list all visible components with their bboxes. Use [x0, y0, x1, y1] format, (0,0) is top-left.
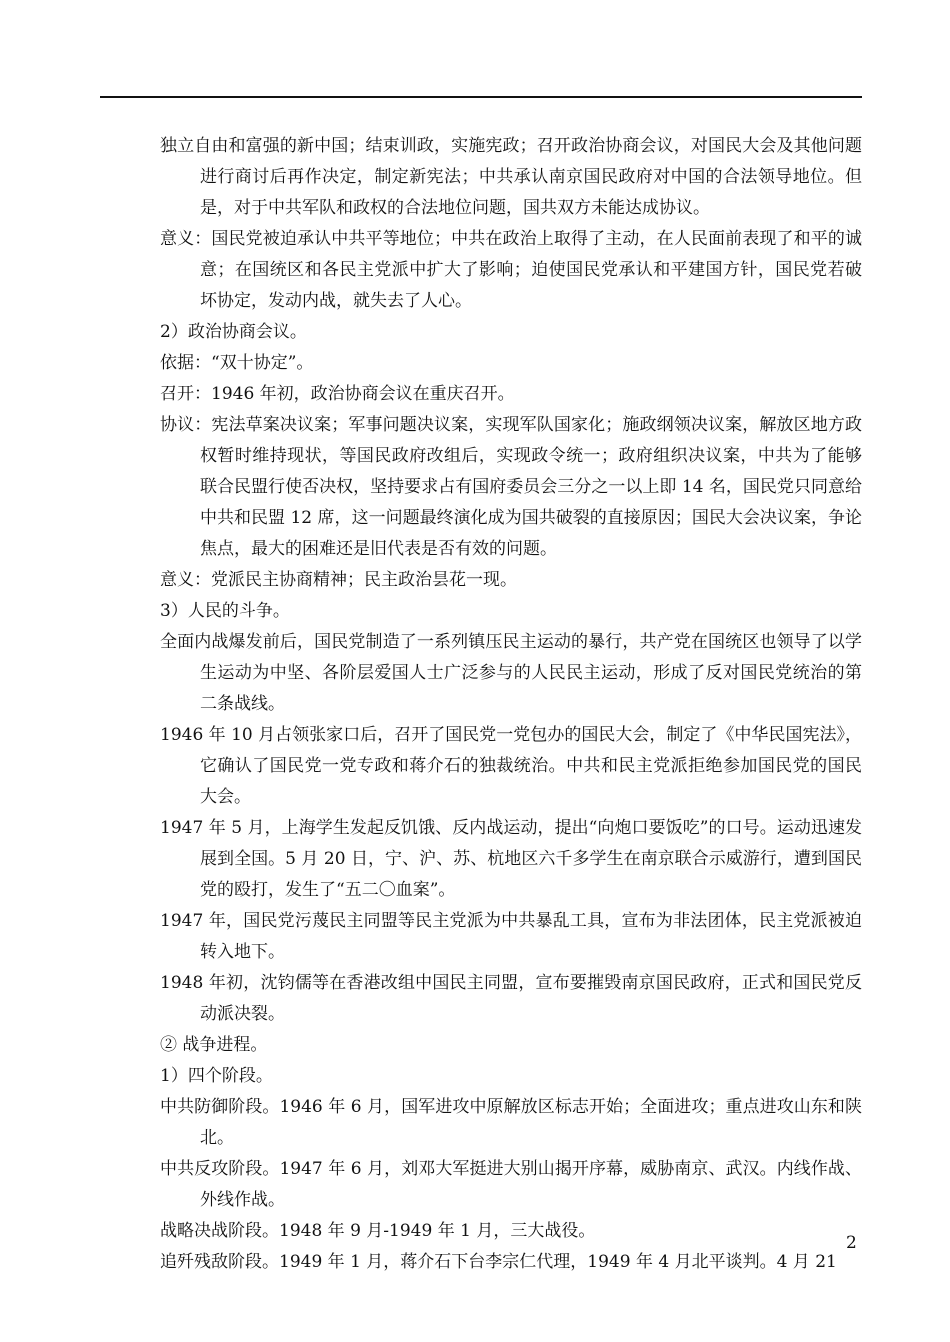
paragraph-2: 意义：国民党被迫承认中共平等地位；中共在政治上取得了主动，在人民面前表现了和平的诚意；在国统区和各民主党派中扩大了影响；迫使国民党承认和平建国方针，国民党若破坏协定，发动内战，就失去了人心。 [160, 229, 862, 311]
paragraph-11: 1947 年 5 月，上海学生发起反饥饿、反内战运动，提出“向炮口要饭吃”的口号。运动迅速发展到全国。5 月 20 日，宁、沪、苏、杭地区六千多学生在南京联合示威游行，遭到国民党的殴打，发生了“五二〇血案”。 [160, 818, 862, 900]
paragraph-6: 协议：宪法草案决议案；军事问题决议案，实现军队国家化；施政纲领决议案，解放区地方政权暂时维持现状，等国民政府改组后，实现政令统一；政府组织决议案，中共为了能够联合民盟行使否决权，坚持要求占有国府委员会三分之一以上即 14 名，国民党只同意给中共和民盟 12 席，这一问题最终演化成为国共破裂的直接原因；国民大会决议案，争论焦点，最大的困难还是旧代表是否有效的问题。 [160, 415, 862, 559]
paragraph-7: 意义：党派民主协商精神；民主政治昙花一现。 [160, 570, 517, 590]
paragraph-4: 依据：“双十协定”。 [160, 353, 314, 373]
paragraph-17: 中共反攻阶段。1947 年 6 月，刘邓大军挺进大别山揭开序幕，威胁南京、武汉。内线作战、外线作战。 [160, 1159, 862, 1210]
paragraph-1: 独立自由和富强的新中国；结束训政，实施宪政；召开政治协商会议，对国民大会及其他问题进行商讨后再作决定，制定新宪法；中共承认南京国民政府对中国的合法领导地位。但是，对于中共军队和政权的合法地位问题，国共双方未能达成协议。 [160, 136, 862, 218]
paragraph-13: 1948 年初，沈钧儒等在香港改组中国民主同盟，宣布要摧毁南京国民政府，正式和国民党反动派决裂。 [160, 973, 862, 1024]
paragraph-5: 召开：1946 年初，政治协商会议在重庆召开。 [160, 384, 515, 404]
paragraph-14: ② 战争进程。 [160, 1035, 268, 1055]
paragraph-3: 2）政治协商会议。 [160, 322, 307, 342]
paragraph-8: 3）人民的斗争。 [160, 601, 290, 621]
document-body [160, 131, 862, 1278]
paragraph-19: 追歼残敌阶段。1949 年 1 月，蒋介石下台李宗仁代理，1949 年 4 月北平谈判。4 月 21 [160, 1252, 837, 1272]
paragraph-18: 战略决战阶段。1948 年 9 月-1949 年 1 月，三大战役。 [160, 1221, 596, 1241]
paragraph-9: 全面内战爆发前后，国民党制造了一系列镇压民主运动的暴行，共产党在国统区也领导了以学生运动为中坚、各阶层爱国人士广泛参与的人民民主运动，形成了反对国民党统治的第二条战线。 [160, 632, 862, 714]
paragraph-12: 1947 年，国民党污蔑民主同盟等民主党派为中共暴乱工具，宣布为非法团体，民主党派被迫转入地下。 [160, 911, 862, 962]
paragraph-15: 1）四个阶段。 [160, 1066, 273, 1086]
page-number: 2 [846, 1233, 857, 1253]
paragraph-16: 中共防御阶段。1946 年 6 月，国军进攻中原解放区标志开始；全面进攻；重点进攻山东和陕北。 [160, 1097, 862, 1148]
header-rule [100, 96, 862, 98]
paragraph-10: 1946 年 10 月占领张家口后，召开了国民党一党包办的国民大会，制定了《中华民国宪法》，它确认了国民党一党专政和蒋介石的独裁统治。中共和民主党派拒绝参加国民党的国民大会。 [160, 725, 862, 807]
